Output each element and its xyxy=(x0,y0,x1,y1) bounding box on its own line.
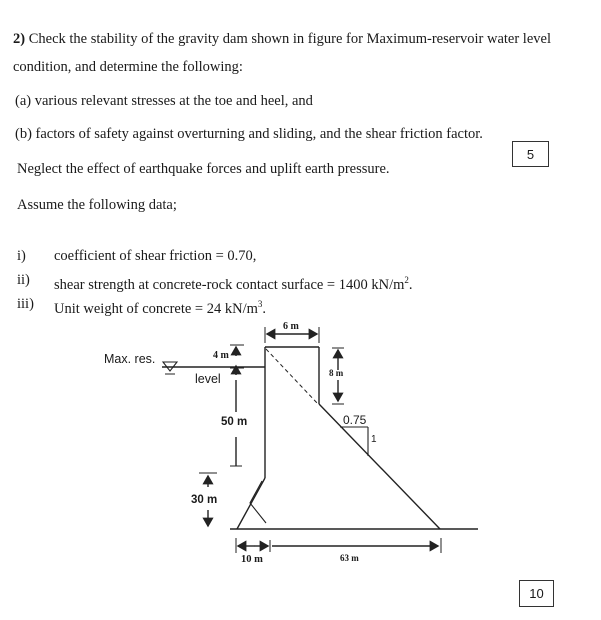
data-item-text-main: Unit weight of concrete = 24 kN/m xyxy=(54,300,258,317)
data-item-text-end: . xyxy=(262,300,267,317)
data-item-text-main: shear strength at concrete-rock contact surface = 1400 kN/m xyxy=(54,276,405,293)
max-res-label: Max. res. xyxy=(104,352,156,366)
slope-v-label: 1 xyxy=(371,434,377,445)
data-item-sup: 2 xyxy=(404,275,409,285)
data-item-num: iii) xyxy=(17,296,34,312)
water-depth-label: 50 m xyxy=(221,416,248,428)
vertical-part-label: 8 m xyxy=(329,368,344,378)
marks-box: 5 xyxy=(512,141,549,167)
dashed-line xyxy=(266,349,318,404)
data-item-sup: 3 xyxy=(257,299,263,309)
data-item-num: i) xyxy=(17,248,26,264)
slope-h-label: 0.75 xyxy=(343,413,367,427)
data-item-text-end: . xyxy=(408,276,413,293)
part-b: (b) factors of safety against overturning and sliding, and the shear friction factor. xyxy=(15,126,483,142)
page-number-box: 10 xyxy=(519,580,554,607)
question-text-1: Check the stability of the gravity dam shown in figure for Maximum-reservoir water level xyxy=(28,31,551,47)
level-label: level xyxy=(195,372,221,386)
heel-height-label: 30 m xyxy=(191,494,218,506)
question-line-2: condition, and determine the following: xyxy=(13,59,243,75)
part-a: (a) various relevant stresses at the toe and heel, and xyxy=(15,93,313,109)
neglect-note: Neglect the effect of earthquake forces and uplift earth pressure. xyxy=(17,161,390,177)
assume-note: Assume the following data; xyxy=(17,197,177,213)
dam-downstream-slope xyxy=(319,404,440,529)
freeboard-label: 4 m xyxy=(213,350,229,361)
data-item-text: coefficient of shear friction = 0.70, xyxy=(54,248,257,264)
top-width-label: 6 m xyxy=(283,321,299,332)
base-width-label: 63 m xyxy=(340,553,359,563)
data-item-num: ii) xyxy=(17,272,30,288)
question-number: 2) xyxy=(13,31,26,47)
heel-width-label: 10 m xyxy=(241,554,263,565)
